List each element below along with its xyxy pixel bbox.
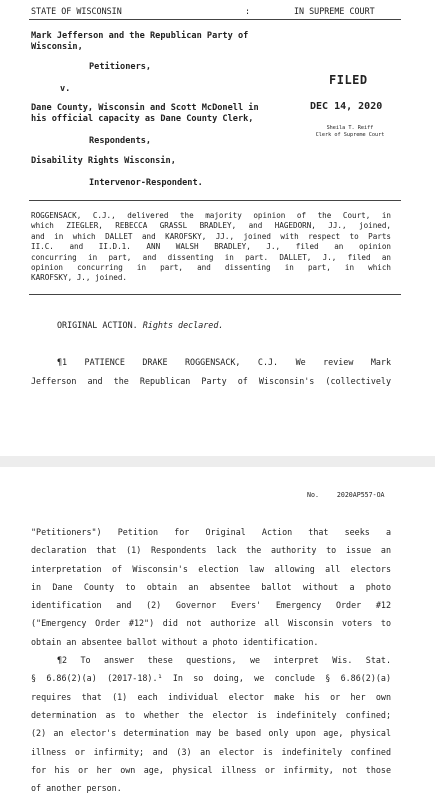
clerk-name: Sheila T. Reiff [326, 125, 374, 131]
filed-stamp-date: DEC 14, 2020 [310, 101, 383, 112]
paragraph-1-line2: Jefferson and the Republican Party of Wisconsin's (collectively [31, 376, 391, 386]
body-line: "Petitioners") Petition for Original Action that seeks a [31, 527, 391, 537]
paragraph-block [31, 523, 391, 797]
intervenor-role: Intervenor-Respondent. [89, 178, 203, 188]
versus-label: v. [60, 84, 71, 94]
body-line: ("Emergency Order #12") did not authorize all Wisconsin voters to [31, 618, 391, 629]
paragraph-2-first-line: ¶2 To answer these questions, we interpret Wis. Stat. [57, 655, 391, 666]
page-separator [0, 456, 435, 467]
case-number-value: 2020AP557-OA [336, 491, 385, 499]
body-line: declaration that (1) Respondents lack the authority to issue an [31, 545, 391, 556]
body-line: § 6.86(2)(a) (2017-18).¹ In so doing, we conclude § 6.86(2)(a) [31, 673, 391, 684]
respondents-name-line2: his official capacity as Dane County Clerk, [31, 114, 254, 124]
respondents-name-line1: Dane County, Wisconsin and Scott McDonell in [31, 103, 259, 113]
document-page-2 [0, 467, 435, 806]
paragraph-1-line1: ¶1 PATIENCE DRAKE ROGGENSACK, C.J. We review Mark [57, 357, 391, 367]
disposition-line [57, 320, 223, 330]
case-number [307, 491, 385, 499]
syllabus-line: which ZIEGLER, REBECCA GRASSL BRADLEY, and HAGEDORN, JJ., joined, [31, 221, 391, 231]
caption-colon: : [245, 6, 251, 16]
intervenor-name: Disability Rights Wisconsin, [31, 156, 176, 166]
body-line: obtain an absentee ballot without a photo identification. [31, 636, 319, 647]
parties-rule [29, 200, 401, 201]
body-line: determination as to whether the elector is indefinitely confined; [31, 709, 391, 720]
body-line: (2) an elector's determination may be based only upon age, physical [31, 728, 391, 739]
case-number-label: No. [307, 491, 319, 499]
petitioners-name-line2: Wisconsin, [31, 42, 83, 52]
filed-stamp-label: FILED [329, 73, 368, 87]
body-line: requires that (1) each individual elector make his or her own [31, 691, 391, 702]
petitioners-role: Petitioners, [89, 62, 152, 72]
body-line: of another person. [31, 783, 122, 794]
body-line: for his or her own age, physical illness or infirmity, not those [31, 764, 391, 775]
body-line: illness or infirmity; and (3) an elector is indefinitely confined [31, 746, 391, 757]
syllabus-line: KAROFSKY, J., joined. [31, 273, 128, 283]
body-line: identification and (2) Governor Evers' Emergency Order #12 [31, 600, 391, 611]
body-line: interpretation of Wisconsin's election law allowing all electors [31, 563, 391, 574]
syllabus-line: ROGGENSACK, C.J., delivered the majority opinion of the Court, in [31, 211, 391, 220]
disposition-label: ORIGINAL ACTION. [57, 320, 138, 330]
body-line: in Dane County to obtain an absentee ballot without a photo [31, 581, 391, 592]
respondents-role: Respondents, [89, 136, 152, 146]
clerk-signature-block [300, 125, 400, 139]
disposition-result: Rights declared. [142, 320, 224, 330]
syllabus-line: opinion concurring in part, and dissenting in part, in which [31, 263, 391, 273]
court-state-label: STATE OF WISCONSIN [31, 6, 122, 16]
syllabus-rule [29, 294, 401, 295]
court-name-label: IN SUPREME COURT [294, 6, 375, 16]
syllabus-line: concurring in part, and dissenting in part. DALLET, J., filed an [31, 252, 391, 262]
syllabus-block [31, 211, 391, 284]
petitioners-name-line1: Mark Jefferson and the Republican Party of [31, 31, 249, 41]
caption-rule [29, 19, 401, 20]
syllabus-line: II.C. and II.D.1. ANN WALSH BRADLEY, J., filed an opinion [31, 242, 391, 252]
clerk-title: Clerk of Supreme Court [315, 132, 385, 138]
syllabus-line: and in which DALLET and KAROFSKY, JJ., joined with respect to Parts [31, 231, 391, 241]
